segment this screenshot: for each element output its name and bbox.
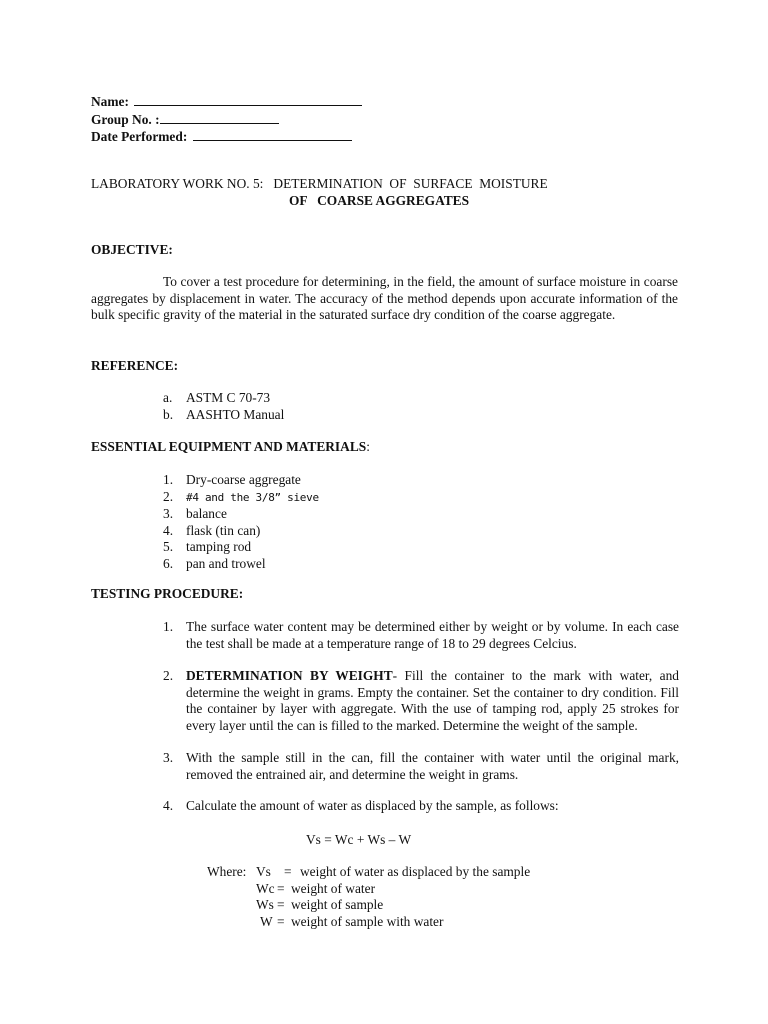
list-item-text: #4 and the 3/8” sieve — [186, 490, 319, 504]
list-item-text: AASHTO Manual — [186, 406, 285, 422]
definition-symbol: Vs — [256, 864, 271, 879]
equipment-heading-row — [91, 439, 370, 456]
reference-list — [163, 390, 284, 423]
reference-heading: REFERENCE: — [91, 358, 179, 373]
list-item-text: flask (tin can) — [186, 522, 261, 538]
step-bold-heading: DETERMINATION BY WEIGHT — [186, 668, 393, 683]
list-item — [163, 407, 284, 424]
list-item — [163, 539, 319, 556]
list-item — [163, 390, 284, 407]
name-label: Name: — [91, 94, 129, 109]
formula: Vs = Wc + Ws – W — [306, 832, 412, 847]
list-marker: 2. — [163, 488, 174, 504]
definition-symbol: W — [260, 914, 273, 930]
definition-equals: = — [277, 897, 285, 913]
procedure-step-2 — [163, 668, 679, 734]
procedure-step-3 — [163, 750, 679, 783]
where-label: Where: — [207, 864, 247, 879]
list-item — [163, 506, 319, 523]
definition-text: weight of sample — [291, 897, 384, 913]
step-text: - Fill the container to the mark with water, and determine the weight in grams. Empty the container. Set the container to dry condition. Fill the container by layer with aggregate. With the use of tamping rod, apply 25 strokes for every layer until the can is filled to the marked. Determine the weight of the sample. — [186, 668, 679, 733]
step-text: Calculate the amount of water as displaced by the sample, as follows: — [186, 798, 559, 813]
definition-text: weight of water as displaced by the sample — [300, 864, 531, 879]
list-marker: b. — [163, 406, 174, 422]
list-item-text: pan and trowel — [186, 555, 266, 571]
procedure-step-1 — [163, 619, 679, 652]
list-marker: 4. — [163, 522, 174, 538]
definition-equals: = — [277, 880, 285, 896]
list-item — [163, 523, 319, 540]
list-item — [163, 556, 319, 573]
step-marker: 3. — [163, 750, 174, 765]
list-item — [163, 489, 319, 507]
date-label: Date Performed: — [91, 129, 188, 144]
group-label: Group No. : — [91, 111, 160, 127]
date-field-row — [91, 128, 362, 146]
definition-row — [207, 914, 547, 931]
step-text: With the sample still in the can, fill the container with water until the original mark, removed the entrained air, and determine the weight in grams. — [186, 750, 679, 782]
name-blank-line[interactable] — [134, 93, 362, 106]
step-marker: 2. — [163, 668, 174, 683]
equipment-heading: ESSENTIAL EQUIPMENT AND MATERIALS — [91, 439, 367, 454]
list-marker: 6. — [163, 555, 174, 571]
group-field-row — [91, 111, 362, 129]
list-item — [163, 472, 319, 489]
step-text-block — [186, 668, 679, 734]
definition-text: weight of sample with water — [291, 914, 444, 930]
testing-procedure-heading: TESTING PROCEDURE: — [91, 586, 244, 601]
definition-row — [207, 897, 547, 914]
objective-paragraph — [91, 274, 678, 324]
step-marker: 4. — [163, 798, 174, 813]
definition-equals: = — [284, 864, 292, 879]
list-item-text: tamping rod — [186, 539, 252, 554]
list-marker: a. — [163, 390, 173, 405]
name-field-row — [91, 93, 362, 111]
header-fields — [91, 93, 362, 146]
objective-heading: OBJECTIVE: — [91, 242, 173, 257]
equipment-heading-colon: : — [366, 439, 370, 454]
list-item-text: ASTM C 70-73 — [186, 390, 271, 405]
definition-row — [207, 881, 547, 898]
definition-symbol: Wc — [256, 880, 275, 896]
definition-text: weight of water — [291, 880, 376, 896]
definition-symbol: Ws — [256, 897, 274, 913]
list-item-text: Dry-coarse aggregate — [186, 472, 301, 487]
list-marker: 1. — [163, 472, 174, 487]
equipment-list — [163, 472, 319, 572]
list-marker: 5. — [163, 539, 174, 554]
title-line-2: OF COARSE AGGREGATES — [289, 193, 470, 208]
list-marker: 3. — [163, 506, 174, 521]
step-text: The surface water content may be determined either by weight or by volume. In each case the test shall be made at a temperature range of 18 to 29 degrees Celcius. — [186, 619, 679, 651]
title-line-1: LABORATORY WORK NO. 5: DETERMINATION OF SURFACE MOISTURE — [91, 176, 548, 191]
variable-definitions — [207, 864, 547, 931]
definition-equals: = — [277, 914, 285, 930]
list-item-text: balance — [186, 506, 227, 521]
group-blank-line[interactable] — [160, 111, 279, 124]
step-marker: 1. — [163, 619, 174, 634]
objective-text: To cover a test procedure for determining, in the field, the amount of surface moisture in coarse aggregates by displacement in water. The accuracy of the method depends upon accurate information of the bulk specific gravity of the material in the saturated surface dry condition of the coarse aggregate. — [91, 274, 678, 322]
date-blank-line[interactable] — [193, 128, 352, 141]
definition-row — [207, 864, 547, 881]
procedure-step-4 — [163, 798, 679, 815]
